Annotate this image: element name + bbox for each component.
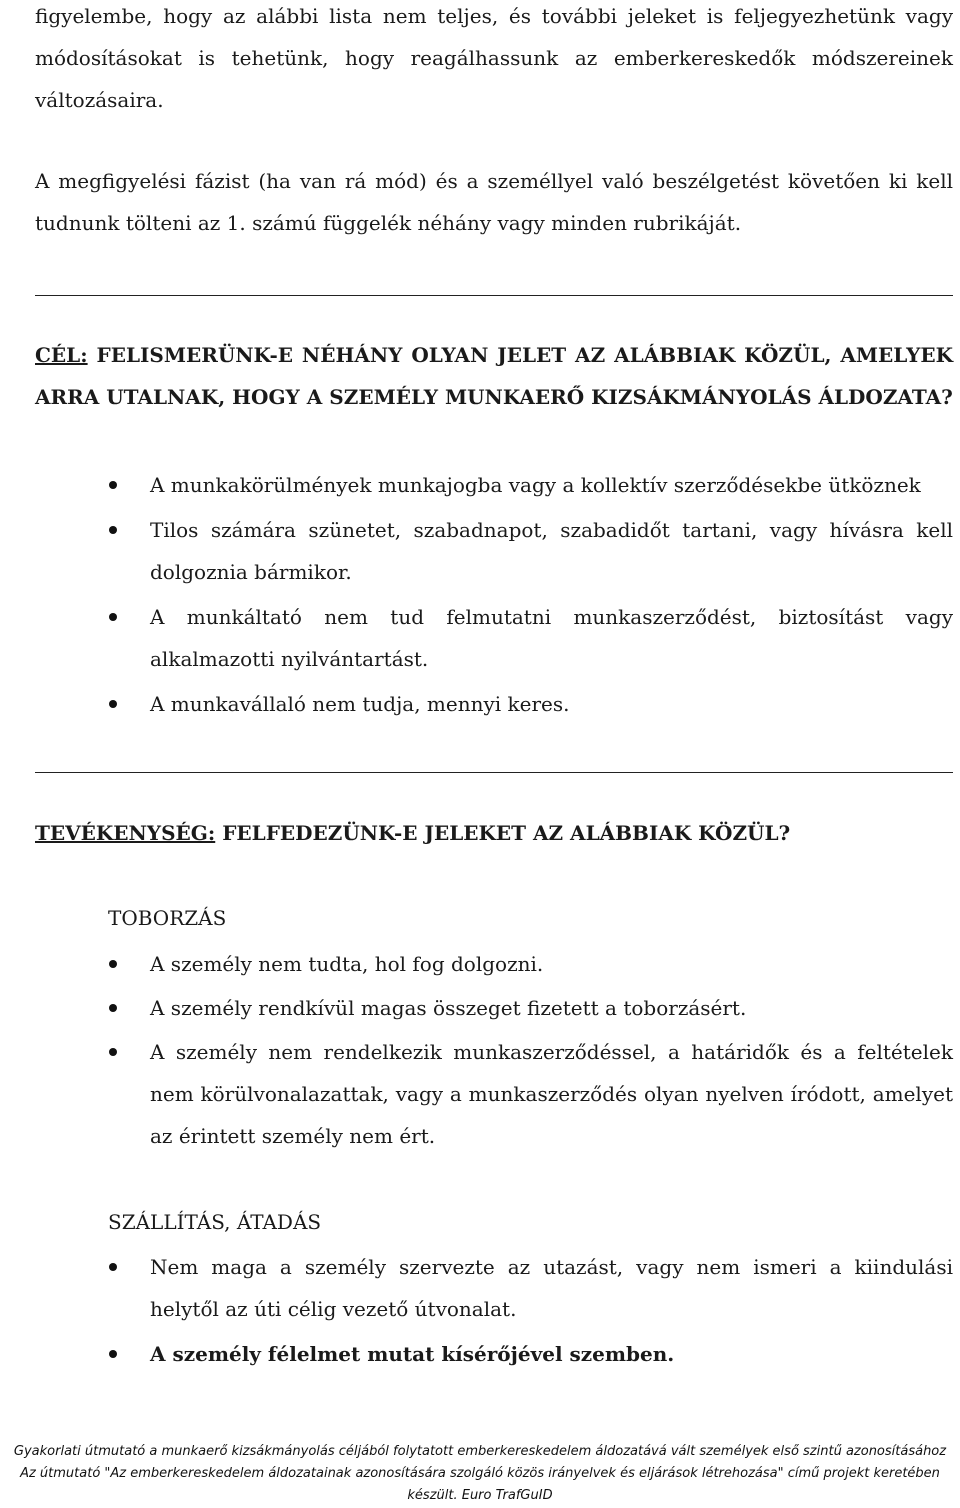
list-item: Nem maga a személy szervezte az utazást, vagy nem ismeri a kiindulási helytől az úti célig vezető útvonalat.	[0, 1246, 960, 1330]
bullet-icon	[109, 700, 117, 708]
bullet-icon	[109, 526, 117, 534]
activity-heading	[35, 812, 953, 854]
instruction-paragraph: A megfigyelési fázist (ha van rá mód) és a személlyel való beszélgetést követően ki kell tudnunk tölteni az 1. számú függelék néhány vagy minden rubrikáját.	[35, 169, 953, 235]
list-item: A személy rendkívül magas összeget fizetett a toborzásért.	[0, 987, 960, 1029]
bullet-icon	[109, 1350, 117, 1358]
footer-line: Gyakorlati útmutató a munkaerő kizsákmányolás céljából folytatott emberkereskedelem áldozatává vált személyek első szintű azonosításához	[13, 1444, 947, 1459]
activity-label: TEVÉKENYSÉG:	[35, 821, 216, 845]
goal-question: FELISMERÜNK-E NÉHÁNY OLYAN JELET AZ ALÁBBIAK KÖZÜL, AMELYEK ARRA UTALNAK, HOGY A SZEMÉLY MUNKAERŐ KIZSÁKMÁNYOLÁS ÁLDOZATA?	[35, 343, 953, 409]
bullet-icon	[109, 960, 117, 968]
bullet-icon	[109, 1004, 117, 1012]
bullet-icon	[109, 1048, 117, 1056]
bullet-icon	[109, 481, 117, 489]
section-divider	[35, 772, 953, 773]
list-item: A munkakörülmények munkajogba vagy a kollektív szerződésekbe ütköznek	[0, 464, 960, 506]
list-item: A személy nem rendelkezik munkaszerződéssel, a határidők és a feltételek nem körülvonalazattak, vagy a munkaszerződés olyan nyelven íródott, amelyet az érintett személy nem ért.	[0, 1031, 960, 1157]
intro-paragraph: figyelembe, hogy az alábbi lista nem teljes, és további jeleket is feljegyezhetünk vagy módosításokat is tehetünk, hogy reagálhassunk az emberkereskedők módszereinek változásaira.	[35, 4, 953, 112]
goal-heading	[35, 334, 953, 418]
transport-subheading: SZÁLLÍTÁS, ÁTADÁS	[108, 1210, 322, 1234]
list-item: A munkavállaló nem tudja, mennyi keres.	[0, 683, 960, 725]
goal-signs-list	[0, 464, 960, 725]
transport-list	[0, 1246, 960, 1375]
page-footer	[0, 1441, 960, 1507]
footer-line: Az útmutató "Az emberkereskedelem áldozatainak azonosítására szolgáló közös irányelvek és eljárások létrehozása" című projekt keretében	[20, 1466, 940, 1481]
bullet-icon	[109, 613, 117, 621]
list-item: Tilos számára szünetet, szabadnapot, szabadidőt tartani, vagy hívásra kell dolgoznia bármikor.	[0, 509, 960, 593]
list-item: A személy nem tudta, hol fog dolgozni.	[0, 943, 960, 985]
list-item: A személy félelmet mutat kísérőjével szemben.	[0, 1333, 960, 1375]
list-item: A munkáltató nem tud felmutatni munkaszerződést, biztosítást vagy alkalmazotti nyilvántartást.	[0, 596, 960, 680]
goal-label: CÉL:	[35, 343, 88, 367]
recruitment-subheading: TOBORZÁS	[108, 906, 227, 930]
footer-line: készült. Euro TrafGuID	[407, 1488, 553, 1503]
section-divider	[35, 295, 953, 296]
bullet-icon	[109, 1263, 117, 1271]
activity-question: FELFEDEZÜNK-E JELEKET AZ ALÁBBIAK KÖZÜL?	[215, 821, 791, 845]
recruitment-list	[0, 943, 960, 1157]
